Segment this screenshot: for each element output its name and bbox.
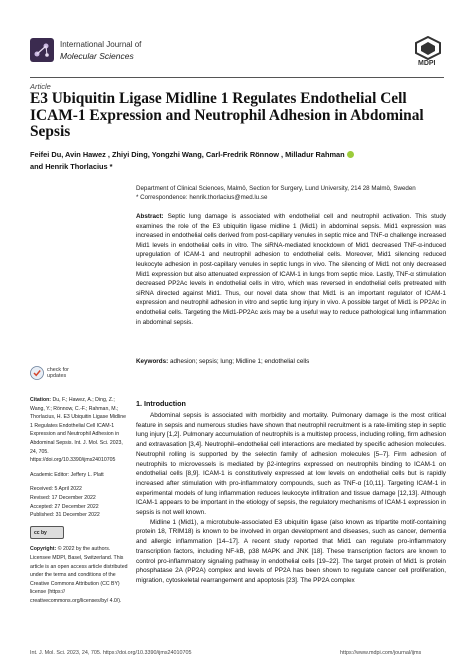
affiliation-block bbox=[136, 184, 446, 202]
abstract bbox=[136, 212, 446, 327]
copyright-text: © 2022 by the authors. Licensee MDPI, Basel, Switzerland. This article is an open access article distributed under the terms and conditions of the Creative Commons Attribution (CC BY) license (https:// creativecommons.org/licenses/by/ 4.0/). bbox=[30, 546, 128, 604]
journal-name-line2: Molecular Sciences bbox=[60, 51, 134, 61]
copyright-label: Copyright: bbox=[30, 546, 57, 553]
citation-text[interactable]: Du, F.; Hawez, A.; Ding, Z.; Wang, Y.; Rönnow, C.-F.; Rahman, M.; Thorlacius, H. E3 Ubiquitin Ligase Midline 1 Regulates Endothelial Cell ICAM-1 Expression and Neutrophil Adhesion in Abdominal Sepsis. Int. J. Mol. Sci. 2023, 24, 705. https://doi.org/10.3390/ijms24010705 bbox=[30, 397, 127, 464]
journal-molecule-icon bbox=[30, 38, 54, 62]
article-title: E3 Ubiquitin Ligase Midline 1 Regulates Endothelial Cell ICAM-1 Expression and Neutrophil Adhesion in Abdominal Sepsis bbox=[30, 90, 424, 140]
dates bbox=[30, 485, 130, 519]
affiliation: Department of Clinical Sciences, Malmö, Section for Surgery, Lund University, 214 28 Malmö, Sweden bbox=[136, 185, 416, 192]
mdpi-logo-icon[interactable] bbox=[414, 36, 442, 60]
author-list bbox=[30, 149, 444, 173]
abstract-label: Abstract: bbox=[136, 213, 164, 220]
intro-paragraph-2: Midline 1 (Mid1), a microtubule-associated E3 ubiquitin ligase (also known as tripartite motif-containing protein 18, TRIM18) is known to be involved in organ development and diseases, such as cancer, dementia and allergic inflammation [14–17]. A recent study reported that Mid1 can regulate pro-inflammatory transcription factors, including NF-kB, p38 MAPK and JNK [18]. These transcription factors are known to control pro-inflammatory signaling pathway in endothelial cells [19–22]. The target protein of Mid1 is protein phosphatase 2A (PP2A) complex and levels of PP2A has been shown to regulate cancer cell proliferation, migration, cytoskeletal rearrangement and apoptosis [23]. The PP2A complex bbox=[136, 518, 446, 584]
abstract-text: Septic lung damage is associated with endothelial cell and neutrophil activation. This study examines the role of the E3 ubiquitin ligase midline 1 (Mid1) in abdominal sepsis. Mid1 expression was increased in endothelial cells derived from post-capillary venules in septic mice and TNF-α challenge increased Mid1 levels in endothelial cells in vitro. The siRNA-mediated knockdown of Mid1 decreased TNF-α-induced upregulation of ICAM-1 and neutrophil adhesion to endothelial cells. Moreover, Mid1 silencing reduced leukocyte adhesion in post-capillary venules in septic lungs in vivo. The silencing of Mid1 not only decreased Mid1 expression but also attenuated expression of ICAM-1 in lungs from septic mice. Lastly, TNF-α stimulation decreased PP2Ac levels in endothelial cells in vitro, which was reversed in endothelial cells pretreated with siRNA directed against Mid1. Thus, our novel data show that Mid1 is an important regulator of ICAM-1 expression and neutrophil adhesion in vitro and septic lung injury in vivo. A possible target of Mid1 is PP2Ac in endothelial cells. Targeting the Mid1-PP2Ac axis may be a useful way to reduce pathological lung inflammation in abdominal sepsis. bbox=[136, 213, 447, 326]
published-date: Published: 31 December 2022 bbox=[30, 512, 100, 519]
check-for-updates-label[interactable] bbox=[47, 367, 69, 379]
journal-name-line1: International Journal of bbox=[60, 40, 142, 49]
authors-line2: and Henrik Thorlacius * bbox=[30, 162, 113, 171]
orcid-icon[interactable] bbox=[347, 151, 354, 158]
introduction-body bbox=[136, 411, 446, 586]
keywords-label: Keywords: bbox=[136, 358, 169, 365]
publisher-name: MDPI bbox=[418, 60, 436, 67]
footer-journal-link[interactable]: https://www.mdpi.com/journal/ijms bbox=[340, 650, 422, 656]
keywords-text: adhesion; sepsis; lung; Midline 1; endothelial cells bbox=[169, 358, 310, 365]
cc-by-icon[interactable] bbox=[30, 526, 64, 539]
received-date: Received: 5 April 2022 bbox=[30, 486, 82, 493]
article-type: Article bbox=[30, 82, 51, 91]
copyright bbox=[30, 545, 130, 605]
intro-paragraph-1: Abdominal sepsis is associated with morbidity and mortality. Pulmonary damage is the most critical feature in sepsis and numerous studies have shown that neutrophil recruitment is a rate-limiting step in septic lung injury [1,2]. Pulmonary accumulation of neutrophils is a multistep process, including rolling, firm adhesion and extravasation [3,4]. Neutrophil–endothelial cell interactions are mediated by specific adhesion molecules. Neutrophil rolling is supported by the selectin family of adhesion molecules [5–7]. Firm adhesion of neutrophils to microvessels is mediated by β2-integrins expressed on neutrophils binding to ICAM-1 on endothelial cells [8,9]. ICAM-1 is constitutively expressed at low levels on endothelial cells but is rapidly increased after stimulation with pro-inflammatory compounds, such as TNF-α [10,11]. Targeting ICAM-1 in experimental models of lung inflammation reduces leukocyte infiltration and tissue damage [12,13]. Although ICAM-1 appears to be important in the etiology of sepsis, the regulatory mechanisms of ICAM-1 expression in sepsis is not well known. bbox=[136, 412, 446, 517]
cc-label: cc by bbox=[34, 529, 47, 536]
revised-date: Revised: 17 December 2022 bbox=[30, 494, 96, 501]
academic-editor: Academic Editor: Jeffery L. Platt bbox=[30, 471, 104, 478]
keywords bbox=[136, 357, 446, 366]
check-text-line1: check for bbox=[47, 367, 69, 373]
header-divider bbox=[30, 77, 444, 78]
section-heading-introduction: 1. Introduction bbox=[136, 399, 186, 408]
sidebar bbox=[30, 396, 130, 611]
citation bbox=[30, 396, 130, 465]
authors-line1: Feifei Du, Avin Hawez , Zhiyi Ding, Yongzhi Wang, Carl-Fredrik Rönnow , Milladur Rahman bbox=[30, 150, 345, 159]
check-text-line2: updates bbox=[47, 373, 67, 379]
check-for-updates-icon[interactable] bbox=[30, 366, 44, 380]
citation-label: Citation: bbox=[30, 397, 52, 403]
footer-citation[interactable]: Int. J. Mol. Sci. 2023, 24, 705. https://doi.org/10.3390/ijms24010705 bbox=[30, 650, 192, 656]
correspondence[interactable]: * Correspondence: henrik.thorlacius@med.lu.se bbox=[136, 194, 268, 201]
accepted-date: Accepted: 27 December 2022 bbox=[30, 503, 99, 510]
